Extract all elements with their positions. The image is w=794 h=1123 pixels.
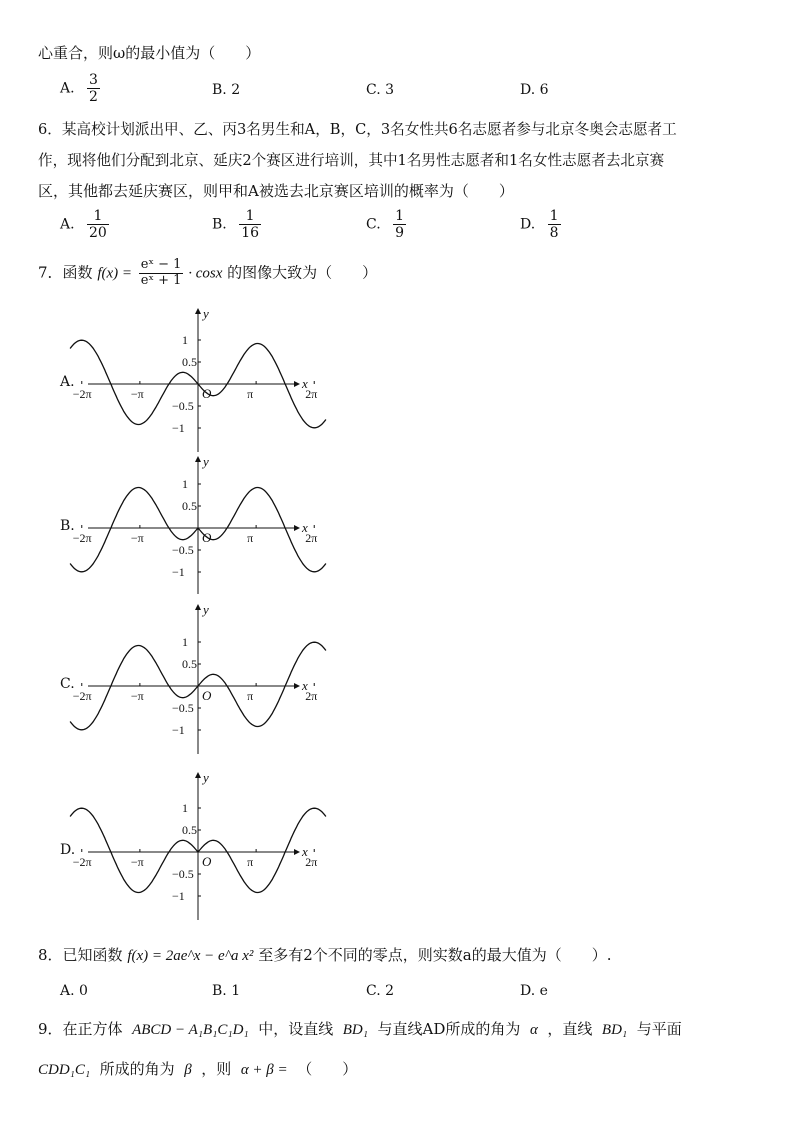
- q9-line-2: CDD₁C₁ 所成的角为 β ，则 α + β = （ ）: [38, 1060, 358, 1078]
- y-tick-label: −0.5: [172, 543, 194, 557]
- x-tick-label: −2π: [72, 387, 92, 401]
- q5-option-b[interactable]: B. 2: [212, 82, 241, 98]
- y-axis-arrow: [195, 604, 201, 610]
- y-tick-label: −0.5: [172, 399, 194, 413]
- x-tick-label: 2π: [305, 387, 318, 401]
- line-bd1: BD₁: [342, 1022, 368, 1038]
- q8-option-a[interactable]: A. 0: [60, 983, 88, 999]
- plane-name: CDD₁C₁: [38, 1062, 91, 1078]
- x-axis-arrow: [294, 849, 300, 855]
- function-lhs: f(x) =: [97, 265, 133, 282]
- x-axis-arrow: [294, 683, 300, 689]
- fraction: $\frac{1}{9}$: [395, 208, 405, 242]
- x-tick-label: −2π: [72, 531, 92, 545]
- y-tick-label: −0.5: [172, 701, 194, 715]
- q7-option-d-label[interactable]: D.: [60, 842, 76, 858]
- q7-option-a-label[interactable]: A.: [60, 374, 75, 390]
- x-tick-label: −2π: [72, 855, 92, 869]
- x-axis-name: x: [302, 520, 308, 535]
- function-fraction: $\frac{\text{eˣ − 1}}{\text{eˣ + 1}}$: [140, 257, 182, 288]
- y-axis-name: y: [203, 306, 209, 321]
- option-label: A.: [60, 80, 75, 97]
- x-axis-name: x: [302, 844, 308, 859]
- origin-label: O: [202, 688, 212, 703]
- q7-stem: 7．函数 f(x) = $\frac{\text{eˣ − 1}}{\text{eˣ + 1}}$ · cosx 的图像大致为（ ）: [38, 257, 378, 288]
- angle-sum: α + β =: [240, 1062, 288, 1078]
- fraction: $\frac{1}{16}$: [241, 208, 260, 242]
- y-axis-name: y: [203, 770, 209, 785]
- y-tick-label: −0.5: [172, 867, 194, 881]
- y-tick-label: 1: [182, 333, 188, 347]
- x-axis-arrow: [294, 525, 300, 531]
- y-tick-label: 1: [182, 801, 188, 815]
- q8-formula: f(x) = 2ae^x − e^a x²: [127, 948, 254, 964]
- q5-option-c[interactable]: C. 3: [366, 82, 395, 98]
- q8-stem: 8．已知函数 f(x) = 2ae^x − e^a x² 至多有2个不同的零点，则实数a的最大值为（ ）.: [38, 946, 612, 964]
- x-tick-label: −π: [130, 387, 144, 401]
- origin-label: O: [202, 386, 212, 401]
- x-tick-label: π: [247, 531, 254, 545]
- angle-alpha: α: [529, 1022, 538, 1038]
- x-tick-label: −π: [130, 855, 144, 869]
- x-axis-name: x: [302, 376, 308, 391]
- q7-graph-a[interactable]: [72, 306, 318, 456]
- q6-option-c[interactable]: C. $\frac{1}{9}$: [366, 208, 405, 242]
- y-axis-name: y: [203, 602, 209, 617]
- line-bd1-b: BD₁: [601, 1022, 628, 1038]
- x-axis-name: x: [302, 678, 308, 693]
- function-tail: · cosx: [188, 265, 223, 282]
- q5-option-a[interactable]: [60, 72, 100, 105]
- y-tick-label: 1: [182, 635, 188, 649]
- x-tick-label: −2π: [72, 689, 92, 703]
- x-tick-label: 2π: [305, 855, 318, 869]
- x-tick-label: π: [247, 855, 254, 869]
- x-tick-label: 2π: [305, 689, 318, 703]
- y-tick-label: 0.5: [182, 657, 197, 671]
- y-axis-arrow: [195, 308, 201, 314]
- q9-line-1: 9．在正方体 ABCD − A₁B₁C₁D₁ 中，设直线 BD₁ 与直线AD所成的角为 α ，直线 BD₁ 与平面: [38, 1020, 682, 1038]
- q7-option-c-label[interactable]: C.: [60, 676, 75, 692]
- y-axis-arrow: [195, 456, 201, 462]
- y-tick-label: 0.5: [182, 355, 197, 369]
- q5-text: 心重合，则ω的最小值为（ ）: [38, 44, 261, 62]
- q6-option-a[interactable]: A. $\frac{1}{20}$: [60, 208, 107, 242]
- x-tick-label: π: [247, 689, 254, 703]
- x-tick-label: −π: [130, 689, 144, 703]
- x-axis-arrow: [294, 381, 300, 387]
- q6-line-2: 作，现将他们分配到北京、延庆2个赛区进行培训，其中1名男性志愿者和1名女性志愿者去北京赛: [38, 152, 665, 169]
- y-tick-label: −1: [172, 889, 185, 903]
- fraction: $\frac{1}{20}$: [89, 208, 107, 242]
- angle-beta: β: [184, 1062, 192, 1078]
- y-tick-label: 1: [182, 477, 188, 491]
- y-tick-label: −1: [172, 421, 185, 435]
- origin-label: O: [202, 530, 212, 545]
- y-axis-name: y: [203, 454, 209, 469]
- q6-line-1: 6．某高校计划派出甲、乙、丙3名男生和A，B，C，3名女性共6名志愿者参与北京冬奥会志愿者工: [38, 121, 677, 138]
- y-tick-label: −1: [172, 565, 185, 579]
- y-tick-label: 0.5: [182, 823, 197, 837]
- fraction: $\frac{3}{2}$: [89, 72, 98, 106]
- q6-line-3: 区，其他都去延庆赛区，则甲和A被选去北京赛区培训的概率为（ ）: [38, 182, 514, 200]
- q7-option-b-label[interactable]: B.: [60, 518, 75, 534]
- q5-option-d[interactable]: D. 6: [520, 82, 549, 98]
- q8-option-d[interactable]: D. e: [520, 983, 548, 999]
- q7-graph-d[interactable]: [72, 770, 318, 924]
- q8-option-c[interactable]: C. 2: [366, 983, 395, 999]
- x-tick-label: 2π: [305, 531, 318, 545]
- q7-graph-c[interactable]: [72, 602, 318, 758]
- x-tick-label: −π: [130, 531, 144, 545]
- x-tick-label: π: [247, 387, 254, 401]
- q7-graph-b[interactable]: [72, 454, 318, 598]
- fraction: $\frac{1}{8}$: [549, 208, 559, 242]
- y-axis-arrow: [195, 772, 201, 778]
- origin-label: O: [202, 854, 212, 869]
- q6-option-d[interactable]: D. $\frac{1}{8}$: [520, 208, 559, 242]
- cube-name: ABCD − A₁B₁C₁D₁: [132, 1022, 249, 1038]
- y-tick-label: 0.5: [182, 499, 197, 513]
- q8-option-b[interactable]: B. 1: [212, 983, 241, 999]
- q6-option-b[interactable]: B. $\frac{1}{16}$: [212, 208, 260, 242]
- y-tick-label: −1: [172, 723, 185, 737]
